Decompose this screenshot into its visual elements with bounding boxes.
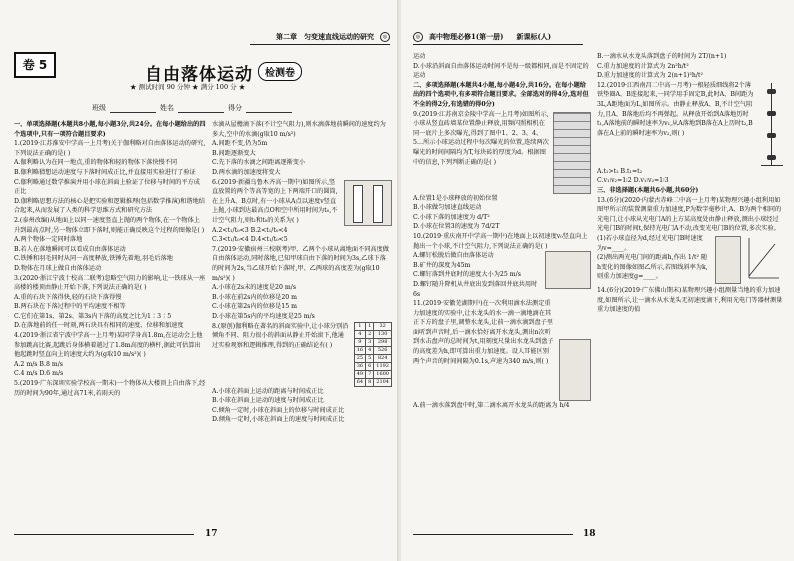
- exam-subtitle: ★ 测试时间 90 分钟 ★ 满分 100 分 ★: [130, 83, 246, 91]
- table-cell: 1: [354, 322, 365, 330]
- name-blank: [178, 103, 224, 113]
- option: A.小球在斜面上运动的距离与时间成正比: [212, 387, 324, 395]
- question-13: 13.(6分)(2020·内蒙古赤峰二中高一上月考)某物理兴趣小组利用如图甲所示的装置测量重力加速度,P为数字毫秒计,A、B为两个相同的光电门,让小球从光电门A的上方某高度处由静止释放,测出小球经过光电门B的时间t,保持光电门A不动,改变光电门B的位置,多次实验。: [597, 196, 782, 233]
- name-label: 姓名: [160, 104, 174, 112]
- washer-figure: [761, 81, 783, 167]
- option: B.小球做匀加速直线运动: [413, 204, 482, 212]
- table-row: [354, 338, 391, 346]
- option: C.v₁∶v₂=1∶2 D.v₁∶v₂=1∶3: [597, 177, 669, 185]
- left-column-2: [212, 120, 392, 425]
- title-tag: 检测卷: [258, 62, 302, 81]
- left-column-1: [14, 120, 206, 398]
- score-blank: [246, 103, 292, 113]
- option: B.若人在落地瞬间可以看成自由落体运动: [14, 245, 126, 253]
- book-icon: ◎: [413, 32, 423, 42]
- option: C.螺钉落到井底时的速度大小为25 m/s: [413, 271, 521, 279]
- table-cell: 130: [374, 330, 392, 338]
- right-column-2: [597, 52, 783, 315]
- table-cell: 4: [366, 346, 374, 354]
- question-13-part-1: (1)若小球直径为d,经过光电门B时速度为v=____。: [597, 234, 703, 252]
- galileo-table: [354, 322, 392, 387]
- option: C.伽利略通过数学推演并用小球在斜面上验证了位移与时间的平方成正比: [14, 178, 200, 196]
- question-8: 8.(原创)伽利略在著名的斜面实验中,让小球分别沿倾角不同、阻力很小的斜面从静止开始滚下,他通过实验观察和逻辑推理,得到的正确结论有( ): [212, 322, 349, 349]
- table-cell: 824: [374, 354, 392, 362]
- table-cell: 2: [366, 330, 374, 338]
- page-number: 17: [205, 529, 218, 539]
- right-page-header: [413, 30, 583, 45]
- chapter-icon: ◎: [380, 32, 390, 42]
- table-cell: 2104: [374, 378, 392, 386]
- table-cell: 3: [366, 338, 374, 346]
- photogate-figure: [713, 234, 783, 286]
- table-row: [354, 378, 391, 386]
- option: C.3<t₁/t₀<4 D.4<t₁/t₀<5: [212, 236, 288, 244]
- option-cont: 运动: [413, 53, 426, 60]
- table-cell: 7: [366, 370, 374, 378]
- table-cell: 526: [374, 346, 392, 354]
- option: B.间距逐渐变大: [212, 149, 256, 157]
- footer-rule: [413, 534, 573, 535]
- option: B.小球在前2s内的位移是20 m: [212, 293, 298, 301]
- option: A.前一滴水落到盘中时,第二滴水离开水龙头的距离为 h/4: [413, 402, 570, 410]
- table-cell: 5: [366, 354, 374, 362]
- option: A.位置1是小球释放的初始位置: [413, 194, 498, 202]
- option: B.一滴水从水龙头落到盘子的时间为 2T/(n+1): [597, 53, 727, 60]
- option: A.2 m/s B.8 m/s: [14, 360, 63, 368]
- chapter-title: 第二章 匀变速直线运动的研究: [276, 32, 374, 41]
- option: C.4 m/s D.6 m/s: [14, 370, 64, 378]
- question-9: 9.(2019·江苏南京金陵中学高一上月考)如图所示,小球从竖直砖墙某位置静止释放,用频闪照相机在同一底片上多次曝光,得到了图中1、2、3、4、5…所示小球运动过程中每次曝光的位置,连续两次曝光的时间间隔均为T,每块砖的厚度为d。根据图中的信息,下列判断正确的是( ): [413, 110, 549, 166]
- table-cell: 25: [354, 354, 365, 362]
- class-label: 班级: [92, 104, 106, 112]
- option: C.铁锤和羽毛同时从同一高度释放,铁锤先着地,羽毛后落地: [14, 255, 173, 263]
- question-14: 14.(6分)(2019·广东佛山期末)某物理兴趣小组测量当地的重力加速度,如图所示,让一滴水从水龙头无初速度滴下,利用光电门等器材测量重力加速度的值: [597, 286, 783, 314]
- option: C.重力加速度的计算式为 2n²h/t²: [597, 62, 689, 70]
- question-13-part-2: (2)测出两光电门间的距离h,作出 1/t² 随h变化的图像如图乙所示,若图线斜率为k,则重力加速度g=____。: [597, 254, 708, 281]
- footer-rule: [14, 534, 194, 535]
- section-heading: 一、单项选择题(本题共8小题,每小题3分,共24分。在每小题给出的四个选项中,只有一项符合题目要求): [14, 121, 206, 138]
- option: B.伽利略猜想运动速度与下落时间成正比,并直接用实验进行了验证: [14, 168, 196, 176]
- table-cell: 36: [354, 362, 365, 370]
- option: D.伽利略思想方法的核心是把实验和逻辑推理(包括数学推演)和谐地结合起来,从而发展了人类的科学思维方式和研究方法: [14, 197, 205, 215]
- table-cell: 8: [366, 378, 374, 386]
- mine-photo: [545, 251, 591, 289]
- table-cell: 6: [366, 362, 374, 370]
- option: C.小球下落的加速度为 d/T²: [413, 213, 490, 221]
- table-cell: 64: [354, 378, 365, 386]
- class-blank: [110, 103, 156, 113]
- page-number: 18: [583, 529, 596, 539]
- table-cell: 49: [354, 370, 365, 378]
- option: D.倾角一定时,小球在斜面上的速度与时间成正比: [212, 416, 345, 424]
- table-cell: 4: [354, 330, 365, 338]
- option: A.两个物体一定同时落地: [14, 236, 83, 244]
- question-4: 4.(2019·浙江省宁波中学高一上月考)某同学身高1.8m,在运动会上他参加跳高比赛,起跳后身体横着越过了1.8m高度的横杆,据此可估算出他起跳时竖直向上的速度大约为(g取10 m/s²)( ): [14, 332, 203, 359]
- faucet-figure: [559, 339, 591, 401]
- question-5-cont: 水滴从屋檐滴下落(不计空气阻力),则水滴落地前瞬间的速度约为多大,空中的水滴(g取10 m/s²): [212, 121, 386, 138]
- option: D.重力加速度的计算式为 2(n+1)²h/t²: [597, 72, 703, 80]
- option: B.矿井的深度为45m: [413, 261, 471, 269]
- question-7: 7.(2019·安徽宿州三校联考)甲、乙两个小球从离地面不同高度做自由落体运动,同时落地,已知甲球自由下落的时间为3s,乙球下落的时间为2s,当乙球开始下落时,甲、乙两球的高度差为(g取10 m/s²)( ): [212, 245, 389, 282]
- line-graph-figure: [745, 236, 781, 282]
- tube-figure: [344, 180, 392, 226]
- left-page-header: [250, 30, 390, 45]
- right-column-1: [413, 52, 591, 411]
- option: A.2<t₁/t₀<3 B.2<t₁/t₀<4: [212, 226, 288, 234]
- section-heading: 三、非选择题(本题共6小题,共60分): [597, 186, 699, 194]
- option: B.小球在斜面上运动的速度与时间成正比: [212, 397, 324, 405]
- question-3: 3.(2020·浙江宁波十校高二联考)忽略空气阻力的影响,让一铁球从一座高楼的楼顶由静止开始下落,下列说法正确的是( ): [14, 274, 206, 292]
- option: D.小球在第5s内的平均速度是25 m/s: [212, 312, 315, 320]
- question-1: 1.(2019·江苏淮安中学高一上月考)关于伽利略对自由落体运动的研究,下列说法正确的是( ): [14, 140, 206, 157]
- table-cell: 298: [374, 338, 392, 346]
- page-title: 自由落体运动: [145, 65, 253, 85]
- option: D.小球在位置3的速度为 7d/2T: [413, 223, 500, 231]
- table-row: [354, 354, 391, 362]
- right-page: [401, 0, 794, 561]
- option: C.倾角一定时,小球在斜面上的位移与时间成正比: [212, 406, 345, 414]
- option: D.在落地前的任一时刻,两石块具有相同的速度、位移和加速度: [14, 322, 184, 330]
- option: D.物体在月球上做自由落体运动: [14, 264, 102, 272]
- option: B.两石块在下落过程中的平均速度不相等: [14, 303, 126, 311]
- student-info: [92, 103, 292, 113]
- edition: 新课标(人): [516, 32, 552, 41]
- option: D.两水滴的加速度将变大: [212, 168, 281, 176]
- table-cell: 16: [354, 346, 365, 354]
- option: A.间距不变,仍为5m: [212, 140, 268, 148]
- table-row: [354, 362, 391, 370]
- section-heading: 二、多项选择题(本题共4小题,每小题4分,共16分。在每小题给出的四个选项中,有多项符合题目要求。全部选对的得4分,选对但不全的得2分,有选错的得0分): [413, 81, 589, 108]
- question-5: 5.(2019·广东深圳实验学校高一期末)一个物体从大楼顶上自由落下,经历的时间为90年,通过高71米,若雨天的: [14, 380, 206, 397]
- option: A.伽利略认为在同一地点,重的物体和轻的物体下落快慢不同: [14, 159, 178, 167]
- option: C.小球在第2s内的位移是15 m: [212, 303, 297, 311]
- score-label: 得分: [228, 104, 242, 112]
- table-row: [354, 330, 391, 338]
- question-11: 11.(2019·安徽芜湖期中)在一次利用滴水法测定重力加速度的实验中,让水龙头的水一滴一滴地滴在其正下方的盘子里,调整水龙头,让前一滴水滴到盘子里面听到声音时,后一滴水恰好离开水龙头,测出n次听到水击盘声的总时间为t,用刻度尺量出水龙头到盘子的高度差为h,即可算出重力加速度。设人耳能区别两个声音的时间间隔为0.1s,声速为340 m/s,则( ): [413, 300, 554, 365]
- question-10: 10.(2019·重庆南开中学高一期中)在地面上以初速度v₀竖直向上抛出一个小球,不计空气阻力,下列说法正确的是( ): [413, 232, 588, 250]
- option: A.螺钉松脱后做自由落体运动: [413, 252, 494, 260]
- option: D.螺钉随升降机从井底出发到落回井底共用时6s: [413, 280, 538, 298]
- table-cell: 1: [366, 322, 374, 330]
- table-cell: 1600: [374, 370, 392, 378]
- table-row: [354, 370, 391, 378]
- question-2: 2.(泰州改编)从地面上以同一速度竖直上抛的两个物体,在一个物体上升到最高点时,另一物体立即下落时,则能正确反映这个过程的图像是( ): [14, 216, 205, 234]
- question-6: 6.(2019·新疆乌鲁木齐高一期中)如图所示,竖直放置的两个等高等宽的上下两端开口的圆筒,在上升A、B点时,有一小球从A点以速度v竖直上抛,小球到达最高点O和空中所用时间为t₀,不计空气阻力,则t₁和t₀的关系为( ): [212, 178, 338, 224]
- book-title: 高中物理必修1(第一册): [429, 32, 511, 41]
- exam-tag: 卷 5: [14, 52, 56, 78]
- option: C.先下落的水滴之间距离逐渐变小: [212, 159, 306, 167]
- table-row: [354, 346, 391, 354]
- question-12: 12.(2019·江西南昌二中高一月考)一根轻质细线将2个薄铁垫圈A、B连接起来,一同学用手固定B,此时A、B间距为3L,A距地面为L,如图所示。由静止释放A、B,不计空气阻力,且A、B落地后均不再弹起。从释放开始到A落地历时t₁,A落地前的瞬时速率为v₁,从A落地到B落在A上历时t₂,B落在A上前的瞬时速率为v₂,则( ): [597, 81, 754, 137]
- option: A.t₁>t₂ B.t₁=t₂: [597, 167, 643, 175]
- option: C.它们在第1s、第2s、第3s内下落的高度之比为1∶3∶5: [14, 312, 172, 320]
- option: D.小球沿斜面自由落体运动时间不是每一级都相同,而是不固定的运动: [413, 62, 589, 80]
- table-cell: 32: [374, 322, 392, 330]
- table-cell: 9: [354, 338, 365, 346]
- brick-wall-figure: [553, 112, 591, 194]
- table-row: [354, 322, 391, 330]
- table-cell: 1192: [374, 362, 392, 370]
- option: A.小球在2s末的速度是20 m/s: [212, 284, 297, 292]
- option: A.重的石块下落得快,轻的石块下落得慢: [14, 293, 122, 301]
